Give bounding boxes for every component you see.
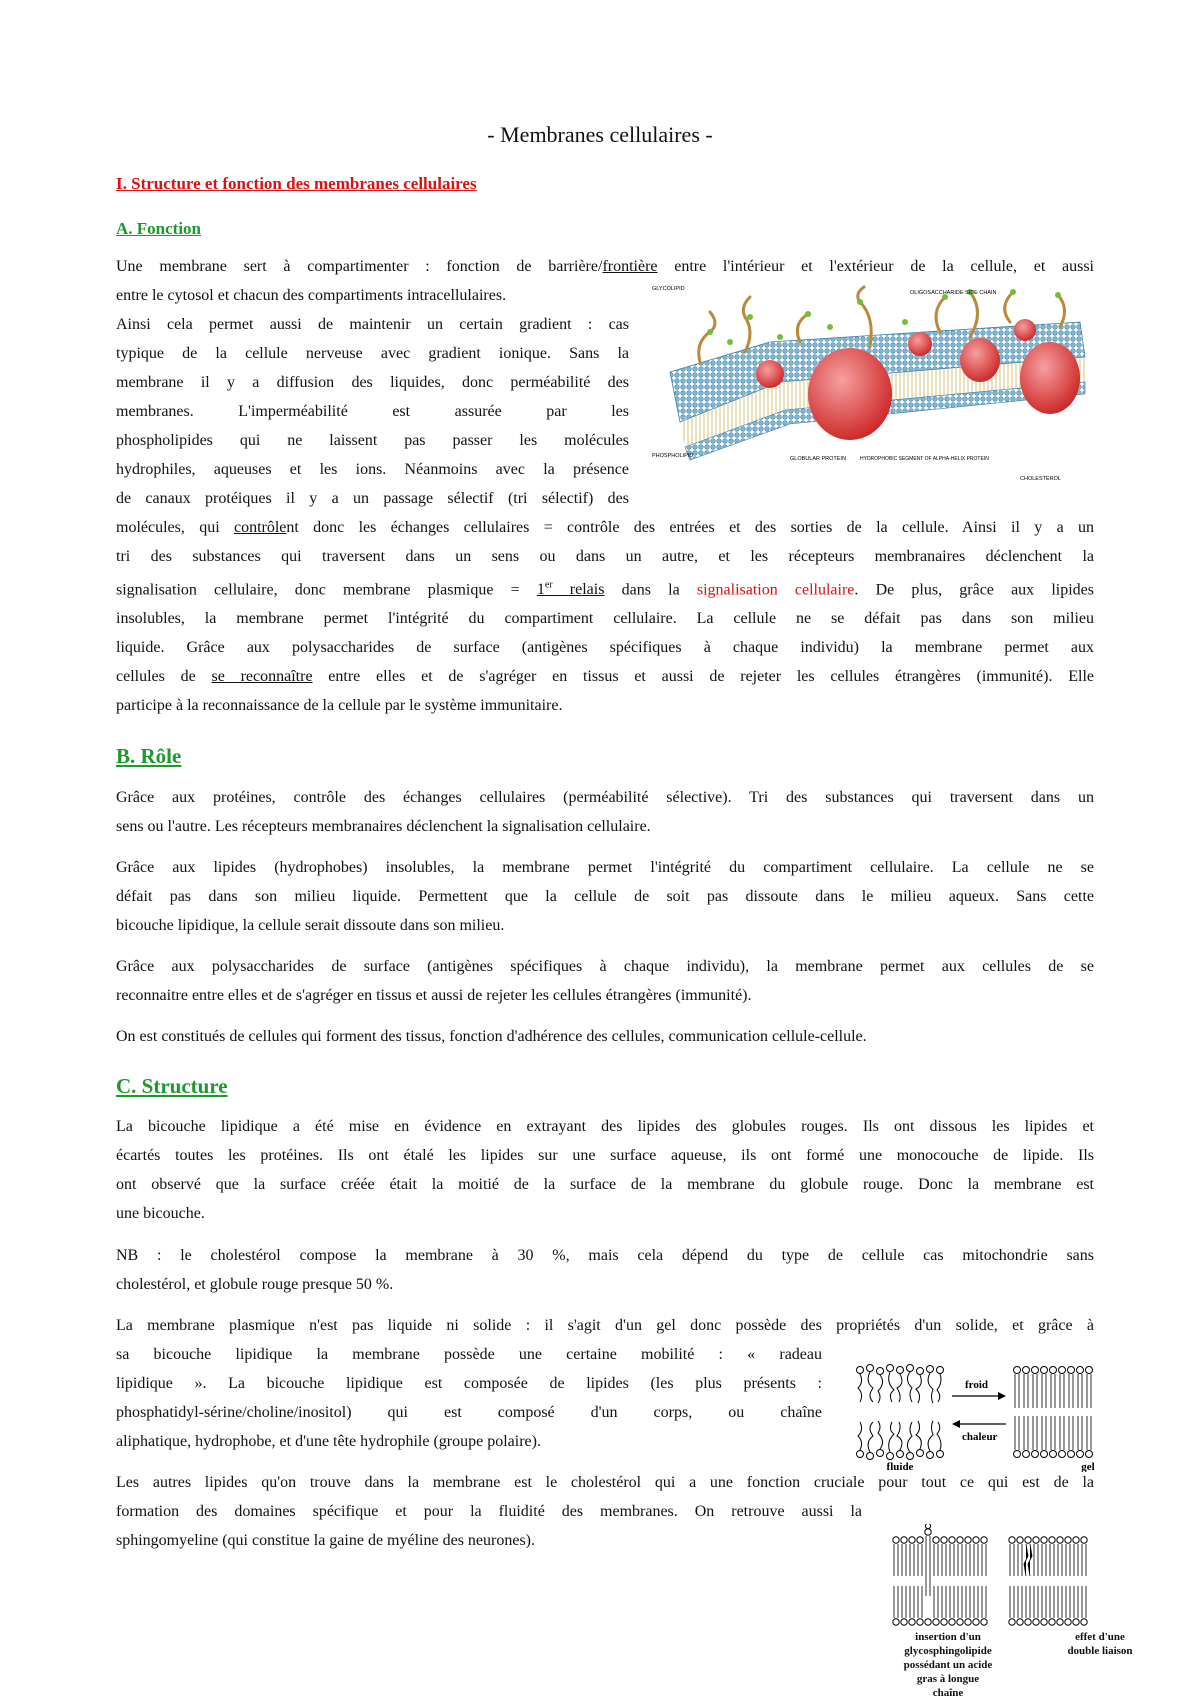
caption-line: chaîne xyxy=(932,1687,964,1699)
paragraph-structure-1 xyxy=(116,1112,1094,1228)
caption-line: double liaison xyxy=(1067,1645,1133,1657)
caption-glycosphingolipid xyxy=(900,1630,996,1700)
text-line: bicouche lipidique, la cellule serait dissoute dans son milieu. xyxy=(116,917,505,934)
text-line: tri des substances qui traversent dans un sens ou dans un autre, et les récepteurs membranaires déclenchent la xyxy=(116,548,1094,565)
froid-label: froid xyxy=(965,1379,989,1391)
text-line: écartés toutes les protéines. Ils ont étalé les lipides sur une surface aqueuse, ils ont formé une monocouche de lipide. Ils xyxy=(116,1147,1094,1164)
text-line: liquide. Grâce aux polysaccharides de surface (antigènes spécifiques à chaque individu) la membrane permet aux xyxy=(116,639,1094,657)
text-line: défait pas dans son milieu liquide. Permettent que la cellule de soit pas dissoute dans le milieu aqueux. Sans cette xyxy=(116,888,1094,905)
caption-line: insertion d'un xyxy=(915,1631,981,1643)
chaleur-label: chaleur xyxy=(962,1431,998,1443)
text-line: entre le cytosol et chacun des compartiments intracellulaires. xyxy=(116,287,507,304)
emphasis: contrôle xyxy=(233,519,287,536)
page-title: - Membranes cellulaires - xyxy=(487,122,713,147)
membrane-mosaic-figure xyxy=(650,282,1095,492)
fluid-gel-figure xyxy=(852,1362,1100,1472)
text-line: Une membrane sert à compartimenter : fonction de barrière/frontière entre l'intérieur et l'extérieur de la cellule, et aussi xyxy=(116,258,1095,275)
text-line: membrane il y a diffusion des liquides, donc perméabilité des xyxy=(116,374,629,391)
fig-label-phospholipid: PHOSPHOLIPID xyxy=(652,453,694,459)
paragraph-role-2 xyxy=(116,853,1094,940)
caption-double-bond xyxy=(1050,1630,1150,1658)
caption-line: gras à longue xyxy=(916,1673,980,1685)
text-line: ont observé que la surface créée était la moitié de la surface de la membrane du globule rouge. Donc la membrane est xyxy=(116,1176,1094,1193)
text-line: hydrophiles, aqueuses et les ions. Néanmoins avec la présence xyxy=(116,461,629,478)
text-line: Grâce aux polysaccharides de surface (antigènes spécifiques à chaque individu), la membrane permet aux cellules de se xyxy=(116,958,1094,975)
paragraph-role-4 xyxy=(116,1022,1094,1051)
subheading-structure: C. Structure xyxy=(116,1074,228,1098)
fig-label-oligosaccharide: OLIGOSACCHARIDE SIDE CHAIN xyxy=(910,290,997,296)
text-line: phospholipides qui ne laissent pas passer les molécules xyxy=(116,432,629,449)
emphasis: se reconnaître xyxy=(211,668,313,686)
section-heading-1: I. Structure et fonction des membranes cellulaires xyxy=(116,174,477,193)
fig-label-glycolipid: GLYCOLIPID xyxy=(652,286,685,292)
text-line: La membrane plasmique n'est pas liquide ni solide : il s'agit d'un gel donc possède des propriétés d'un solide, et grâce à xyxy=(116,1317,1094,1334)
paragraph-role-3 xyxy=(116,952,1094,1010)
text-line: cellules de se reconnaître entre elles et de s'agréger en tissus et aussi de rejeter les cellules étrangères (immunité). Elle xyxy=(116,668,1095,686)
text-line: signalisation cellulaire, donc membrane plasmique = 1er relais dans la signalisation cellulaire. De plus, grâce aux lipides xyxy=(116,580,1095,599)
text-line: La bicouche lipidique a été mise en évidence en extrayant des lipides des globules rouges. Ils ont dissous les lipides et xyxy=(116,1118,1094,1135)
text-line: une bicouche. xyxy=(116,1205,205,1222)
text-line: NB : le cholestérol compose la membrane à 30 %, mais cela dépend du type de cellule cas mitochondrie sans xyxy=(116,1247,1094,1264)
text-line: aliphatique, hydrophobe, et d'une tête hydrophile (groupe polaire). xyxy=(116,1433,541,1450)
text-line: Ainsi cela permet aussi de maintenir un certain gradient : cas xyxy=(116,316,629,333)
text-line: typique de la cellule nerveuse avec gradient ionique. Sans la xyxy=(116,345,629,362)
emphasis: 1er relais xyxy=(536,580,605,599)
text-line: cholestérol, et globule rouge presque 50 %. xyxy=(116,1276,394,1293)
text-line: reconnaitre entre elles et de s'agréger en tissus et aussi de rejeter les cellules étrangères (immunité). xyxy=(116,987,752,1004)
gel-bilayer xyxy=(1014,1367,1093,1458)
paragraph-role-1 xyxy=(116,783,1094,841)
subheading-role: B. Rôle xyxy=(116,744,182,768)
text-line: sphingomyeline (qui constitue la gaine de myéline des neurones). xyxy=(116,1532,535,1549)
paragraph-structure-nb xyxy=(116,1241,1094,1299)
fluide-label: fluide xyxy=(886,1461,914,1472)
text-line: formation des domaines spécifique et pour la fluidité des membranes. On retrouve aussi la xyxy=(116,1503,862,1520)
caption-line: possédant un acide xyxy=(903,1659,993,1671)
text-line: On est constitués de cellules qui forment des tissus, fonction d'adhérence des cellules, communication cellule-cellule. xyxy=(116,1028,867,1045)
text-line: phosphatidyl-sérine/choline/inositol) qui est composé d'un corps, ou chaîne xyxy=(116,1404,822,1421)
text-line: lipidique ». La bicouche lipidique est composée de lipides (les plus présents : xyxy=(116,1375,822,1392)
text-line: Les autres lipides qu'on trouve dans la membrane est le cholestérol qui a une fonction cruciale pour tout ce qui est de la xyxy=(116,1474,1094,1491)
emphasis: frontière xyxy=(602,258,658,275)
text-line: Grâce aux protéines, contrôle des échanges cellulaires (perméabilité sélective). Tri des substances qui traversent dans un xyxy=(116,789,1094,806)
fig-label-cholesterol: CHOLESTEROL xyxy=(1020,476,1061,482)
fluid-bilayer xyxy=(857,1365,944,1460)
gel-label: gel xyxy=(1081,1461,1095,1472)
text-line: sa bicouche lipidique la membrane possède une certaine mobilité : « radeau xyxy=(116,1346,822,1363)
caption-line: effet d'une xyxy=(1075,1631,1125,1643)
text-line: Grâce aux lipides (hydrophobes) insolubles, la membrane permet l'intégrité du compartiment cellulaire. La cellule ne se xyxy=(116,859,1094,876)
text-line: de canaux protéiques il y a un passage sélectif (tri sélectif) des xyxy=(116,490,629,507)
text-line: membranes. L'imperméabilité est assurée par les xyxy=(116,403,629,420)
fig-label-hydrophobic: HYDROPHOBIC SEGMENT OF ALPHA-HELIX PROTEIN xyxy=(860,456,989,462)
text-line: insolubles, la membrane permet l'intégrité du compartiment cellulaire. La cellule ne se défait pas dans son milieu xyxy=(116,610,1094,628)
text-line: molécules, qui contrôlent donc les échanges cellulaires = contrôle des entrées et des sorties de la cellule. Ainsi il y a un xyxy=(116,519,1095,536)
lipid-insertion-figure xyxy=(890,1524,1100,1629)
caption-line: glycosphingolipide xyxy=(904,1645,992,1657)
fig-label-globular: GLOBULAR PROTEIN xyxy=(790,456,846,462)
emphasis: signalisation cellulaire xyxy=(696,581,855,599)
subheading-fonction: A. Fonction xyxy=(116,219,201,238)
text-line: sens ou l'autre. Les récepteurs membranaires déclenchent la signalisation cellulaire. xyxy=(116,818,651,835)
text-line: participe à la reconnaissance de la cellule par le système immunitaire. xyxy=(116,697,563,715)
